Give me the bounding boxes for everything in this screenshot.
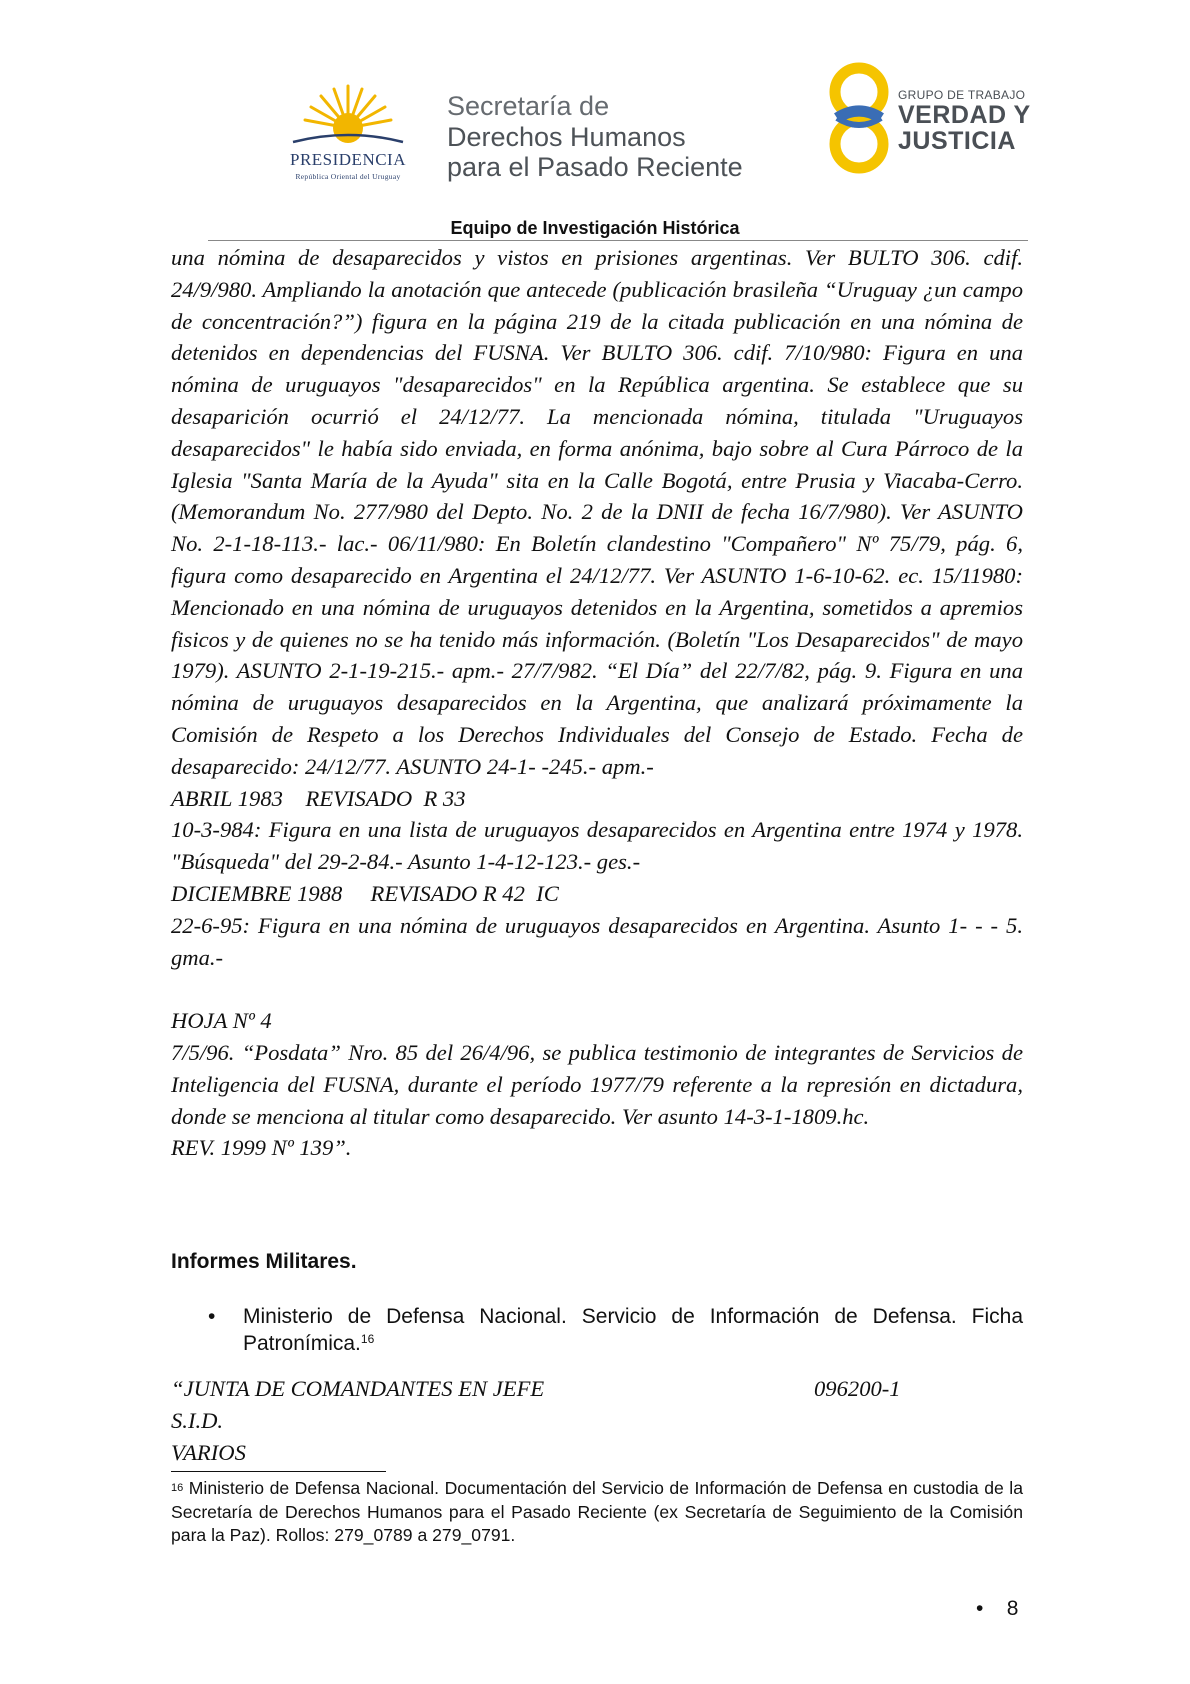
secretaria-line-2: Derechos Humanos	[447, 122, 686, 152]
revision-line-abril: ABRIL 1983 REVISADO R 33	[171, 785, 466, 811]
gtvj-line-2: JUSTICIA	[898, 127, 1016, 155]
ficha-quote	[171, 1373, 1023, 1469]
page-number	[976, 1597, 1018, 1621]
body-paragraph-2: 10-3-984: Figura en una lista de uruguayos desaparecidos en Argentina entre 1974 y 1978. "Búsqueda" del 29-2-84.- Asunto 1-4-12-123.- ges.-	[171, 817, 1023, 875]
secretaria-logo-text	[447, 90, 743, 182]
footnote-reference[interactable]: 16	[360, 1332, 375, 1346]
sun-emblem-icon	[268, 80, 428, 150]
list-item-text	[243, 1303, 1023, 1357]
verdad-justicia-logo	[822, 60, 1032, 180]
page-number-bullet-icon: •	[976, 1597, 1007, 1620]
list-item	[208, 1303, 1023, 1357]
rings-emblem-icon	[822, 60, 896, 180]
ficha-code: 096200-1	[814, 1376, 901, 1401]
page-header	[0, 0, 1190, 240]
revision-line-1999: REV. 1999 Nº 139”.	[171, 1135, 352, 1161]
presidencia-name: PRESIDENCIA	[289, 150, 406, 169]
footnote	[171, 1477, 1023, 1548]
presidencia-subtitle: República Oriental del Uruguay	[295, 172, 401, 181]
gtvj-small-label: GRUPO DE TRABAJO	[898, 88, 1026, 102]
bullet-icon: •	[208, 1305, 216, 1328]
header-divider	[208, 240, 1028, 241]
hoja-label: HOJA Nº 4	[171, 1008, 272, 1034]
body-paragraph-4: 7/5/96. “Posdata” Nro. 85 del 26/4/96, se publica testimonio de integrantes de Servicios de Inteligencia del FUSNA, durante el período 1977/79 referente a la represión en dictadura, donde se menciona al titular como desaparecido. Ver asunto 14-3-1-1809.hc.	[171, 1039, 1023, 1129]
page-number-value: 8	[1006, 1597, 1019, 1620]
secretaria-line-1: Secretaría de	[447, 91, 610, 121]
footnote-divider	[171, 1471, 386, 1472]
footnote-number: 16	[171, 1482, 184, 1494]
ficha-line-3: VARIOS	[171, 1440, 246, 1465]
gtvj-text	[898, 88, 1031, 154]
header-subtitle: Equipo de Investigación Histórica	[450, 218, 740, 238]
revision-line-diciembre: DICIEMBRE 1988 REVISADO R 42 IC	[171, 880, 559, 906]
document-body	[171, 242, 1023, 1164]
presidencia-logo	[268, 80, 428, 180]
list-item-label: Ministerio de Defensa Nacional. Servicio de Información de Defensa. Ficha Patronímica.	[243, 1305, 1023, 1355]
ficha-title: “JUNTA DE COMANDANTES EN JEFE	[171, 1376, 545, 1401]
secretaria-line-3: para el Pasado Reciente	[447, 152, 743, 182]
body-paragraph-3: 22-6-95: Figura en una nómina de uruguayos desaparecidos en Argentina. Asunto 1- - - 5. gma.-	[171, 912, 1023, 970]
body-paragraph-1: una nómina de desaparecidos y vistos en prisiones argentinas. Ver BULTO 306. cdif. 24/9/980. Ampliando la anotación que antecede (publicación brasileña “Uruguay ¿un campo de concentración?”) figura en la página 219 de la citada publicación en una nómina de detenidos en dependencias del FUSNA. Ver BULTO 306. cdif. 7/10/980: Figura en una nómina de uruguayos "desaparecidos" en la República argentina. Se establece que su desaparición ocurrió el 24/12/77. La mencionada nómina, titulada "Uruguayos desaparecidos" le había sido enviada, en forma anónima, bajo sobre al Cura Párroco de la Iglesia "Santa María de la Ayuda" sita en la Calle Bogotá, entre Prusia y Viacaba-Cerro. (Memorandum No. 277/980 del Depto. No. 2 de la DNII de fecha 16/7/980). Ver ASUNTO No. 2-1-18-113.- lac.- 06/11/980: En Boletín clandestino "Compañero" Nº 75/79, pág. 6, figura como desaparecido en Argentina el 24/12/77. Ver ASUNTO 1-6-10-62. ec. 15/11980: Mencionado en una nómina de uruguayos detenidos en la Argentina, sometidos a apremios fisicos y de quienes no se ha tenido más información. (Boletín "Los Desaparecidos" de mayo 1979). ASUNTO 2-1-19-215.- apm.- 27/7/982. “El Día” del 22/7/82, pág. 9. Figura en una nómina de uruguayos desaparecidos en la Argentina, que analizará próximamente la Comisión de Respeto a los Derechos Individuales del Consejo de Estado. Fecha de desaparecido: 24/12/77. ASUNTO 24-1- -245.- apm.-	[171, 245, 1023, 779]
section-heading: Informes Militares.	[171, 1250, 357, 1273]
gtvj-line-1: VERDAD Y	[898, 101, 1031, 129]
ficha-line-2: S.I.D.	[171, 1408, 224, 1433]
footnote-text: Ministerio de Defensa Nacional. Documentación del Servicio de Información de Defensa en custodia de la Secretaría de Derechos Humanos para el Pasado Reciente (ex Secretaría de Seguimiento de la Comisión para la Paz). Rollos: 279_0789 a 279_0791.	[171, 1478, 1024, 1545]
paragraph-spacer	[171, 973, 1023, 1005]
